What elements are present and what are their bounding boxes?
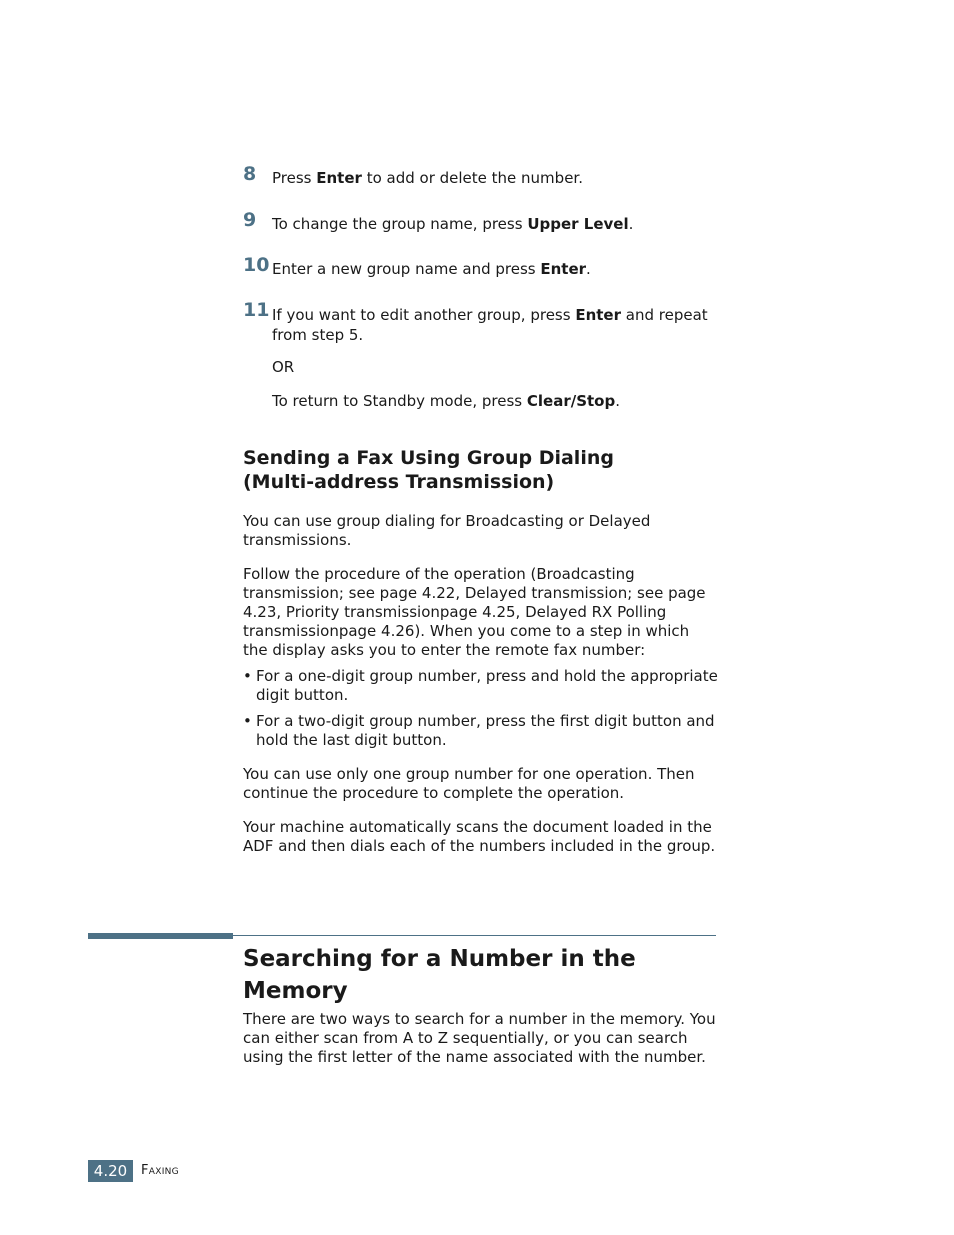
search-heading: Searching for a Number in the Memory: [243, 946, 636, 1004]
auto-scan-paragraph: Your machine automatically scans the document loaded in the ADF and then dials each of the numbers included in the group.: [243, 818, 716, 855]
page-number: 4.20: [88, 1160, 133, 1182]
procedure-paragraph: Follow the procedure of the operation (Broadcasting transmission; see page 4.22, Delayed transmission; see page 4.23, Priority transmissionpage 4.25, Delayed RX Polling transmissionpage 4.26). When you come to a step in which the display asks you to enter the remote fax number:: [243, 565, 706, 659]
standby-text: To return to Standby mode, press Clear/Stop.: [272, 392, 620, 410]
search-paragraph: There are two ways to search for a number in the memory. You can either scan from A to Z sequentially, or you can search using the first letter of the name associated with the number.: [243, 1010, 716, 1066]
or-text: OR: [272, 358, 295, 376]
bullet-item: • For a two-digit group number, press the first digit button and hold the last digit button.: [243, 712, 715, 749]
step-number: 8: [243, 163, 257, 185]
bullet-icon: •: [243, 712, 252, 730]
bullet-item: • For a one-digit group number, press and hold the appropriate digit button.: [243, 667, 718, 704]
section-divider-thick: [88, 933, 233, 939]
step-number: 11: [243, 299, 270, 321]
step-text: Press Enter to add or delete the number.: [272, 169, 583, 187]
step-text: To change the group name, press Upper Level.: [272, 215, 634, 233]
section-divider-thin: [233, 935, 716, 936]
step-text: If you want to edit another group, press Enter and repeat from step 5.: [272, 306, 708, 344]
section-name: Faxing: [141, 1163, 179, 1178]
group-intro-paragraph: You can use group dialing for Broadcasting or Delayed transmissions.: [243, 512, 651, 549]
step-number: 9: [243, 209, 257, 231]
bullet-icon: •: [243, 667, 252, 685]
one-group-paragraph: You can use only one group number for one operation. Then continue the procedure to complete the operation.: [243, 765, 695, 802]
step-number: 10: [243, 254, 270, 276]
group-dialing-heading: Sending a Fax Using Group Dialing (Multi-address Transmission): [243, 447, 614, 493]
step-text: Enter a new group name and press Enter.: [272, 260, 591, 278]
